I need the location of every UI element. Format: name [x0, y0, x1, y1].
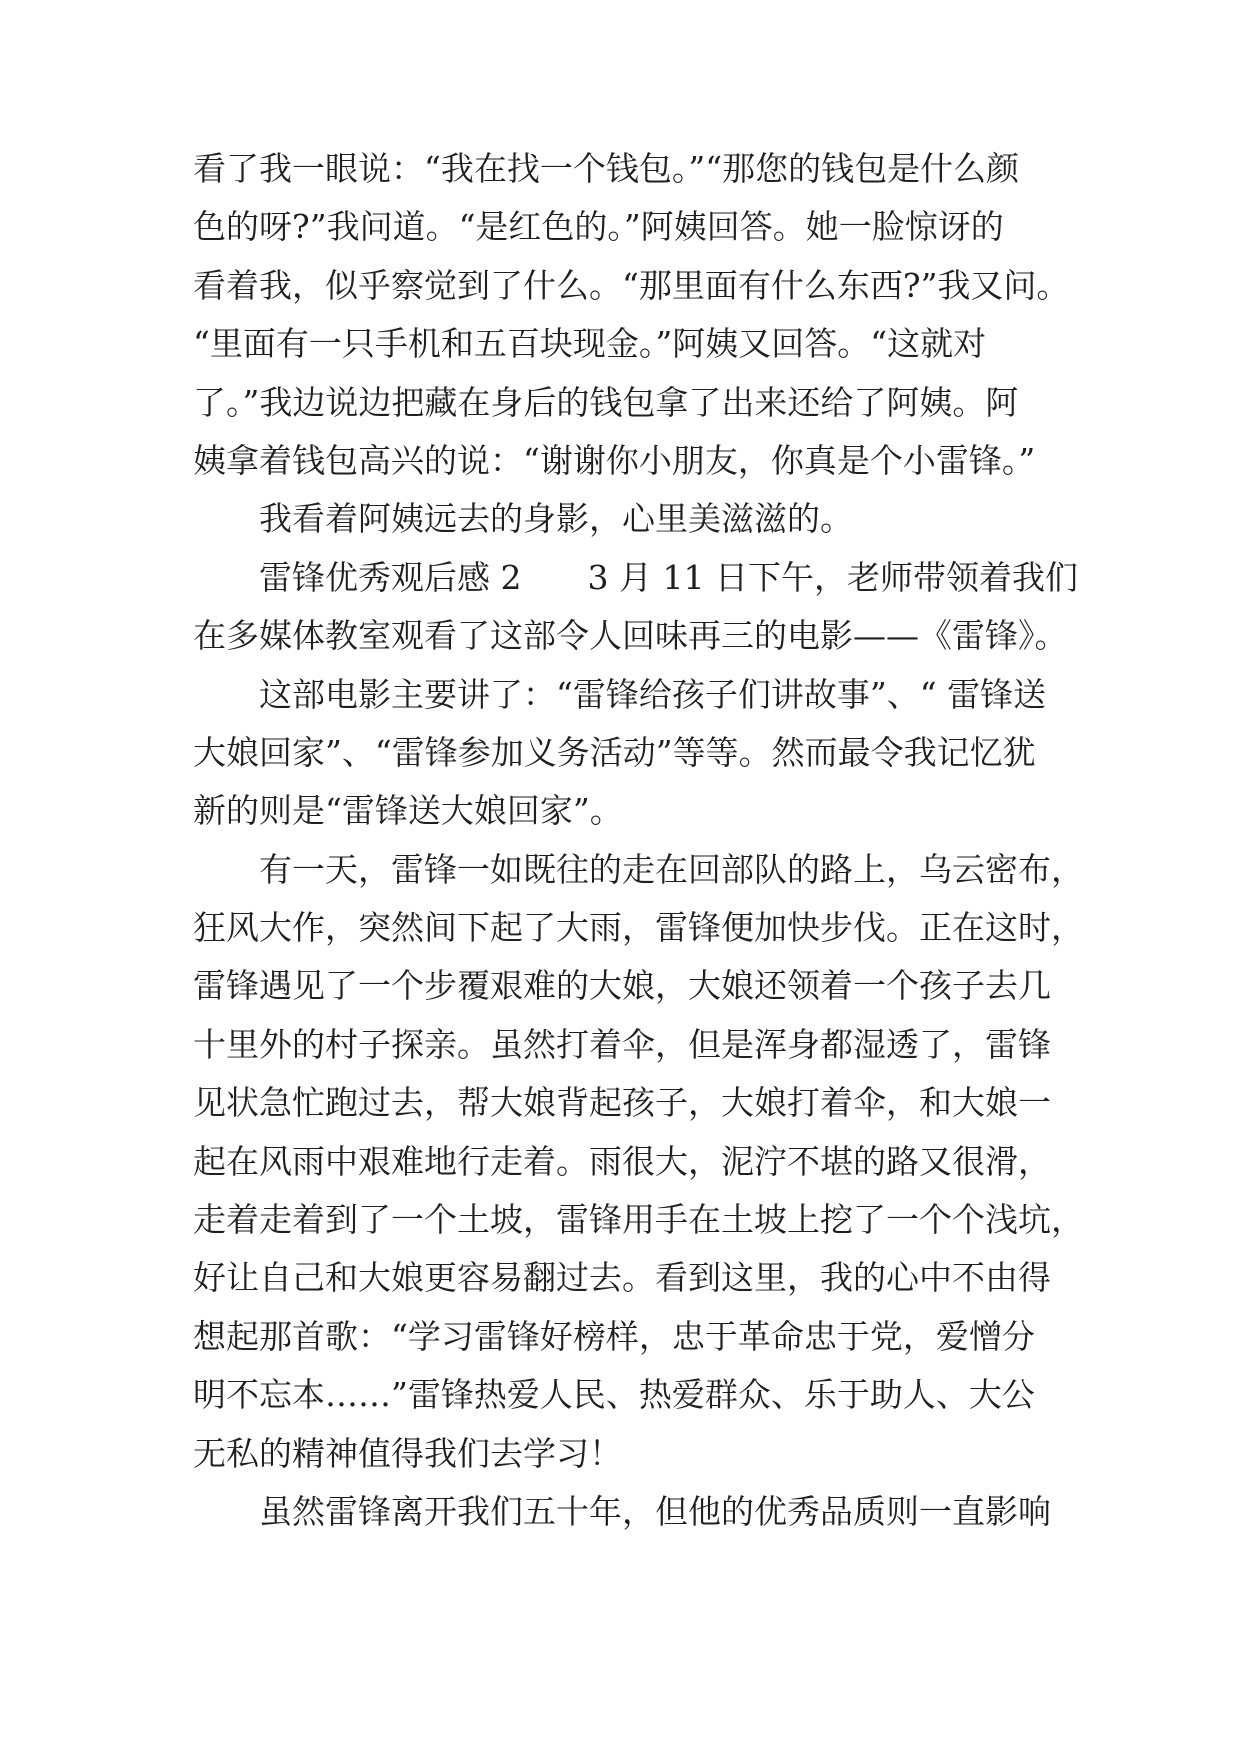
text-line: 了。”我边说边把藏在身后的钱包拿了出来还给了阿姨。阿	[193, 382, 1019, 422]
text-line: 十里外的村子探亲。虽然打着伞，但是浑身都湿透了，雷锋	[193, 1024, 1051, 1064]
text-line: 有一天，雷锋一如既往的走在回部队的路上，乌云密布，	[259, 849, 1084, 889]
text-line: 看了我一眼说：“我在找一个钱包。”“那您的钱包是什么颜	[193, 149, 1020, 188]
text-line: 色的呀?”我问道。“是红色的。”阿姨回答。她一脸惊讶的	[193, 207, 1004, 247]
text-line: 新的则是“雷锋送大娘回家”。	[193, 791, 623, 831]
text-line: 虽然雷锋离开我们五十年，但他的优秀品质则一直影响	[259, 1491, 1051, 1531]
text-line: “里面有一只手机和五百块现金。”阿姨又回答。“这就对	[193, 324, 987, 364]
text-line: 雷锋遇见了一个步覆艰难的大娘，大娘还领着一个孩子去几	[193, 966, 1051, 1006]
text-line: 走着走着到了一个土坡，雷锋用手在土坡上挖了一个个浅坑，	[193, 1200, 1084, 1240]
text-line: 见状急忙跑过去，帮大娘背起孩子，大娘打着伞，和大娘一	[193, 1083, 1051, 1123]
text-line: 看着我，似乎察觉到了什么。“那里面有什么东西?”我又问。	[193, 265, 1070, 305]
text-line: 明不忘本……”雷锋热爱人民、热爱群众、乐于助人、大公	[193, 1375, 1035, 1415]
text-line: 想起那首歌：“学习雷锋好榜样，忠于革命忠于党，爱憎分	[193, 1316, 1035, 1356]
text-line: 我看着阿姨远去的身影，心里美滋滋的。	[259, 499, 853, 539]
text-line: 大娘回家”、“雷锋参加义务活动”等等。然而最令我记忆犹	[193, 732, 1036, 772]
article-body	[193, 140, 1084, 1541]
text-line: 无私的精神值得我们去学习！	[193, 1433, 622, 1473]
text-line: 雷锋优秀观后感 2 3 月 11 日下午，老师带领着我们	[259, 557, 1078, 597]
text-line: 狂风大作，突然间下起了大雨，雷锋便加快步伐。正在这时，	[193, 908, 1084, 948]
text-line: 好让自己和大娘更容易翻过去。看到这里，我的心中不由得	[193, 1258, 1051, 1298]
text-line: 姨拿着钱包高兴的说：“谢谢你小朋友，你真是个小雷锋。”	[193, 440, 1036, 480]
text-line: 这部电影主要讲了：“雷锋给孩子们讲故事”、“ 雷锋送	[259, 674, 1047, 714]
text-line: 在多媒体教室观看了这部令人回味再三的电影——《雷锋》。	[193, 616, 1068, 656]
text-line: 起在风雨中艰难地行走着。雨很大，泥泞不堪的路又很滑，	[193, 1141, 1051, 1181]
